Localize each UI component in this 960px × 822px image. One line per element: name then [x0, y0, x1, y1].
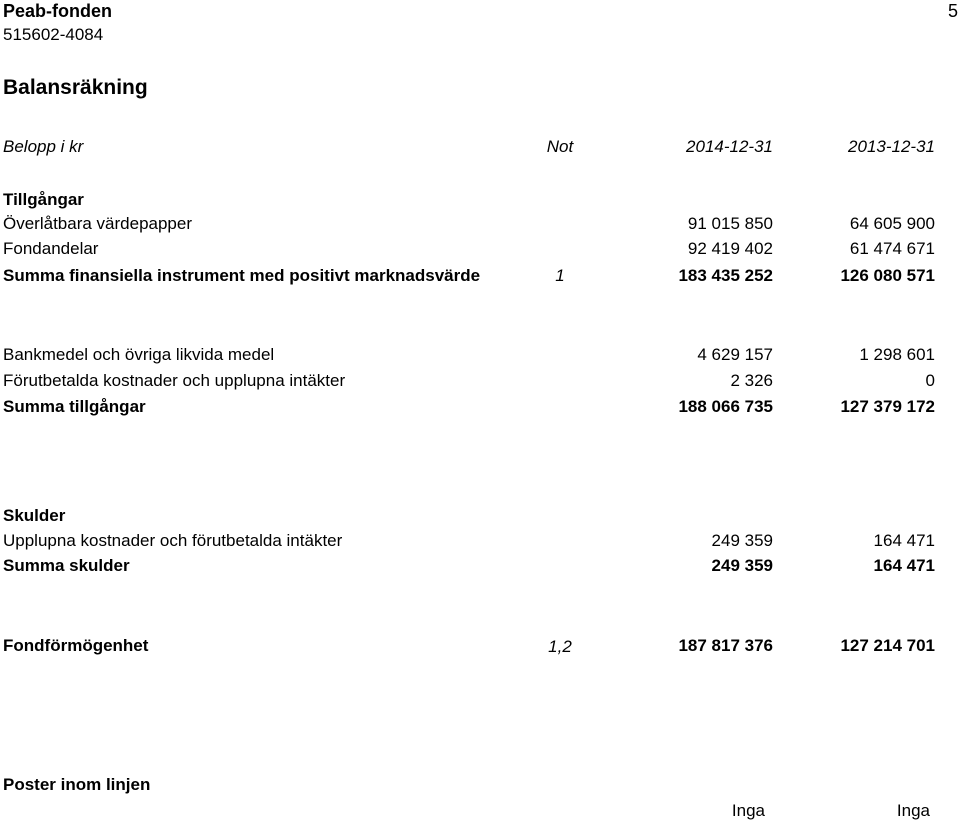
- total-value-previous: 164 471: [873, 556, 935, 575]
- row-value-previous: 1 298 601: [859, 345, 935, 364]
- total-value-current: 188 066 735: [678, 397, 773, 416]
- fund-assets-value-previous: 127 214 701: [840, 636, 935, 655]
- row-value-previous: 0: [925, 371, 935, 390]
- row-value-current: 91 015 850: [687, 214, 773, 233]
- off-balance-value-previous: Inga: [896, 801, 930, 820]
- subtotal-value-current: 183 435 252: [678, 266, 773, 285]
- row-value-current: 249 359: [711, 531, 773, 550]
- row-value-previous: 164 471: [873, 531, 935, 550]
- subtotal-value-previous: 126 080 571: [840, 266, 935, 285]
- column-header-note: Not: [546, 137, 574, 156]
- total-value-previous: 127 379 172: [840, 397, 935, 416]
- row-label: Bankmedel och övriga likvida medel: [3, 345, 275, 364]
- row-label: Upplupna kostnader och förutbetalda intäkter: [3, 531, 343, 550]
- total-label: Summa skulder: [3, 556, 130, 575]
- section-heading-liabilities: Skulder: [3, 506, 66, 525]
- row-value-current: 4 629 157: [697, 345, 773, 364]
- row-label: Förutbetalda kostnader och upplupna intäkter: [3, 371, 346, 390]
- company-name: Peab-fonden: [3, 1, 113, 21]
- page-title: Balansräkning: [3, 76, 148, 99]
- row-value-current: 92 419 402: [687, 239, 773, 258]
- off-balance-heading: Poster inom linjen: [3, 775, 151, 794]
- total-value-current: 249 359: [711, 556, 773, 575]
- column-header-current: 2014-12-31: [686, 137, 773, 156]
- row-value-current: 2 326: [730, 371, 773, 390]
- fund-assets-note: 1,2: [548, 637, 572, 656]
- row-label: Fondandelar: [3, 239, 99, 258]
- page-number: 5: [947, 1, 958, 21]
- total-label: Summa tillgångar: [3, 397, 146, 416]
- section-heading-assets: Tillgångar: [3, 190, 84, 209]
- fund-assets-value-current: 187 817 376: [678, 636, 773, 655]
- row-label: Överlåtbara värdepapper: [3, 214, 193, 233]
- column-header-label: Belopp i kr: [3, 137, 84, 156]
- row-value-previous: 64 605 900: [849, 214, 935, 233]
- org-number: 515602-4084: [3, 25, 104, 44]
- column-header-previous: 2013-12-31: [848, 137, 935, 156]
- subtotal-label: Summa finansiella instrument med positivt marknadsvärde: [3, 266, 481, 285]
- off-balance-value-current: Inga: [731, 801, 765, 820]
- fund-assets-label: Fondförmögenhet: [3, 636, 149, 655]
- row-note: 1: [555, 266, 565, 285]
- row-value-previous: 61 474 671: [849, 239, 935, 258]
